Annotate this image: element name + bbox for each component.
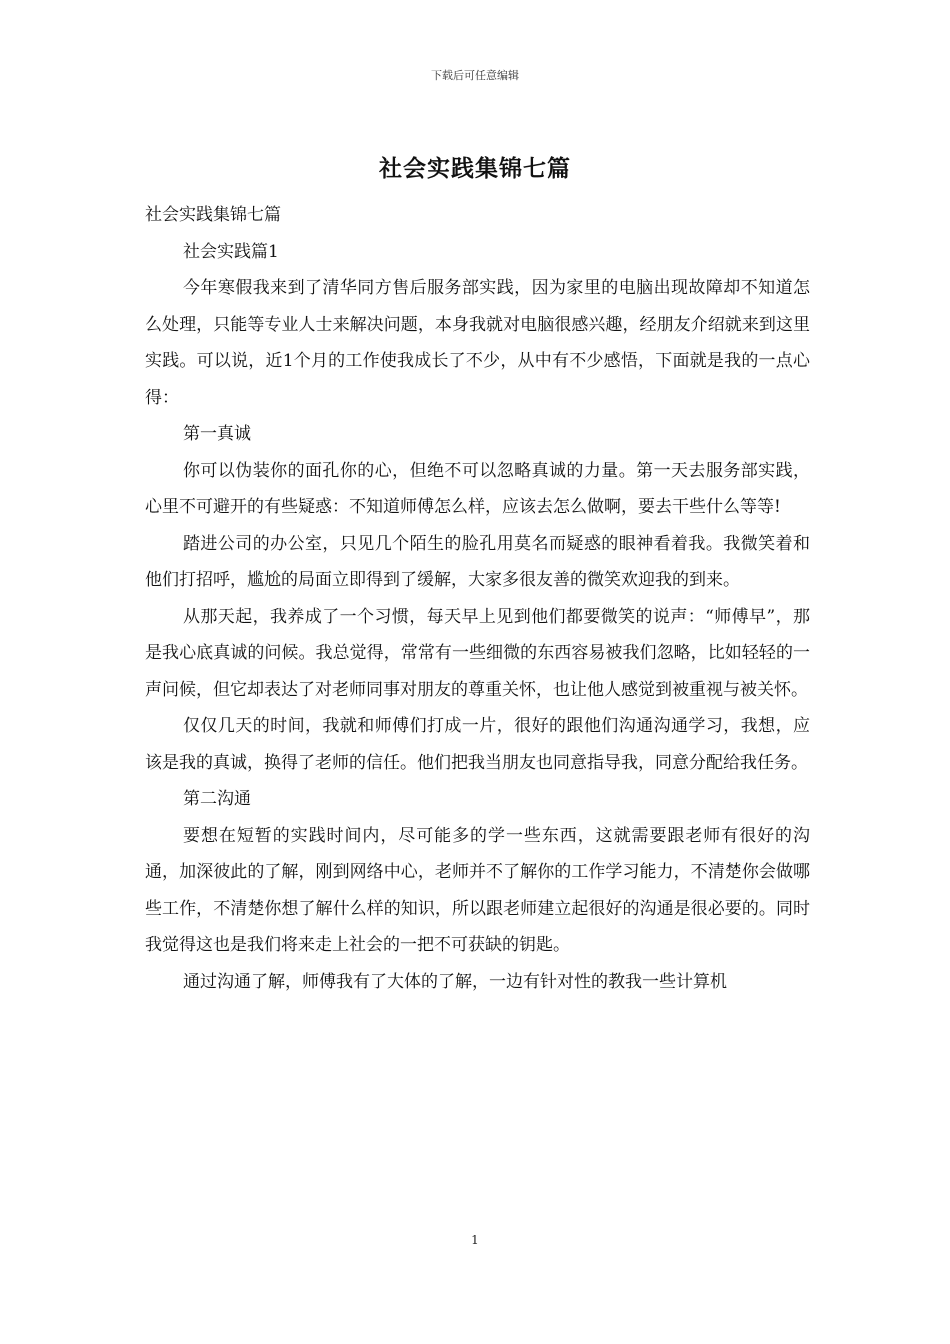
paragraph: 今年寒假我来到了清华同方售后服务部实践，因为家里的电脑出现故障却不知道怎么处理，只能等专业人士来解决问题，本身我就对电脑很感兴趣，经朋友介绍就来到这里实践。可以说，近1个月的工作使我成长了不少，从中有不少感悟，下面就是我的一点心得： — [145, 278, 810, 408]
paragraph: 你可以伪装你的面孔你的心，但绝不可以忽略真诚的力量。第一天去服务部实践，心里不可避开的有些疑惑：不知道师傅怎么样，应该去怎么做啊，要去干些什么等等! — [145, 460, 810, 517]
paragraph: 从那天起，我养成了一个习惯，每天早上见到他们都要微笑的说声：“师傅早”，那是我心底真诚的问候。我总觉得，常常有一些细微的东西容易被我们忽略，比如轻轻的一声问候，但它却表达了对老师同事对朋友的尊重关怀，也让他人感觉到被重视与被关怀。 — [145, 606, 810, 700]
paragraph: 通过沟通了解，师傅我有了大体的了解，一边有针对性的教我一些计算机 — [183, 971, 727, 992]
document-body — [145, 197, 810, 1000]
page-number: 1 — [471, 1233, 479, 1247]
paragraph: 踏进公司的办公室，只见几个陌生的脸孔用莫名而疑惑的眼神看着我。我微笑着和他们打招呼，尴尬的局面立即得到了缓解，大家多很友善的微笑欢迎我的到来。 — [145, 533, 810, 590]
section-heading: 第一真诚 — [183, 424, 251, 444]
page-header: 下载后可任意编辑 — [431, 69, 519, 82]
paragraph: 社会实践集锦七篇 — [145, 205, 281, 225]
document-title: 社会实践集锦七篇 — [379, 155, 571, 182]
paragraph: 仅仅几天的时间，我就和师傅们打成一片，很好的跟他们沟通沟通学习，我想，应该是我的真诚，换得了老师的信任。他们把我当朋友也同意指导我，同意分配给我任务。 — [145, 716, 810, 773]
paragraph: 要想在短暂的实践时间内，尽可能多的学一些东西，这就需要跟老师有很好的沟通，加深彼此的了解，刚到网络中心，老师并不了解你的工作学习能力，不清楚你会做哪些工作，不清楚你想了解什么样的知识，所以跟老师建立起很好的沟通是很必要的。同时我觉得这也是我们将来走上社会的一把不可获缺的钥匙。 — [145, 825, 810, 955]
section-heading: 第二沟通 — [183, 789, 251, 809]
section-heading: 社会实践篇1 — [183, 241, 279, 262]
